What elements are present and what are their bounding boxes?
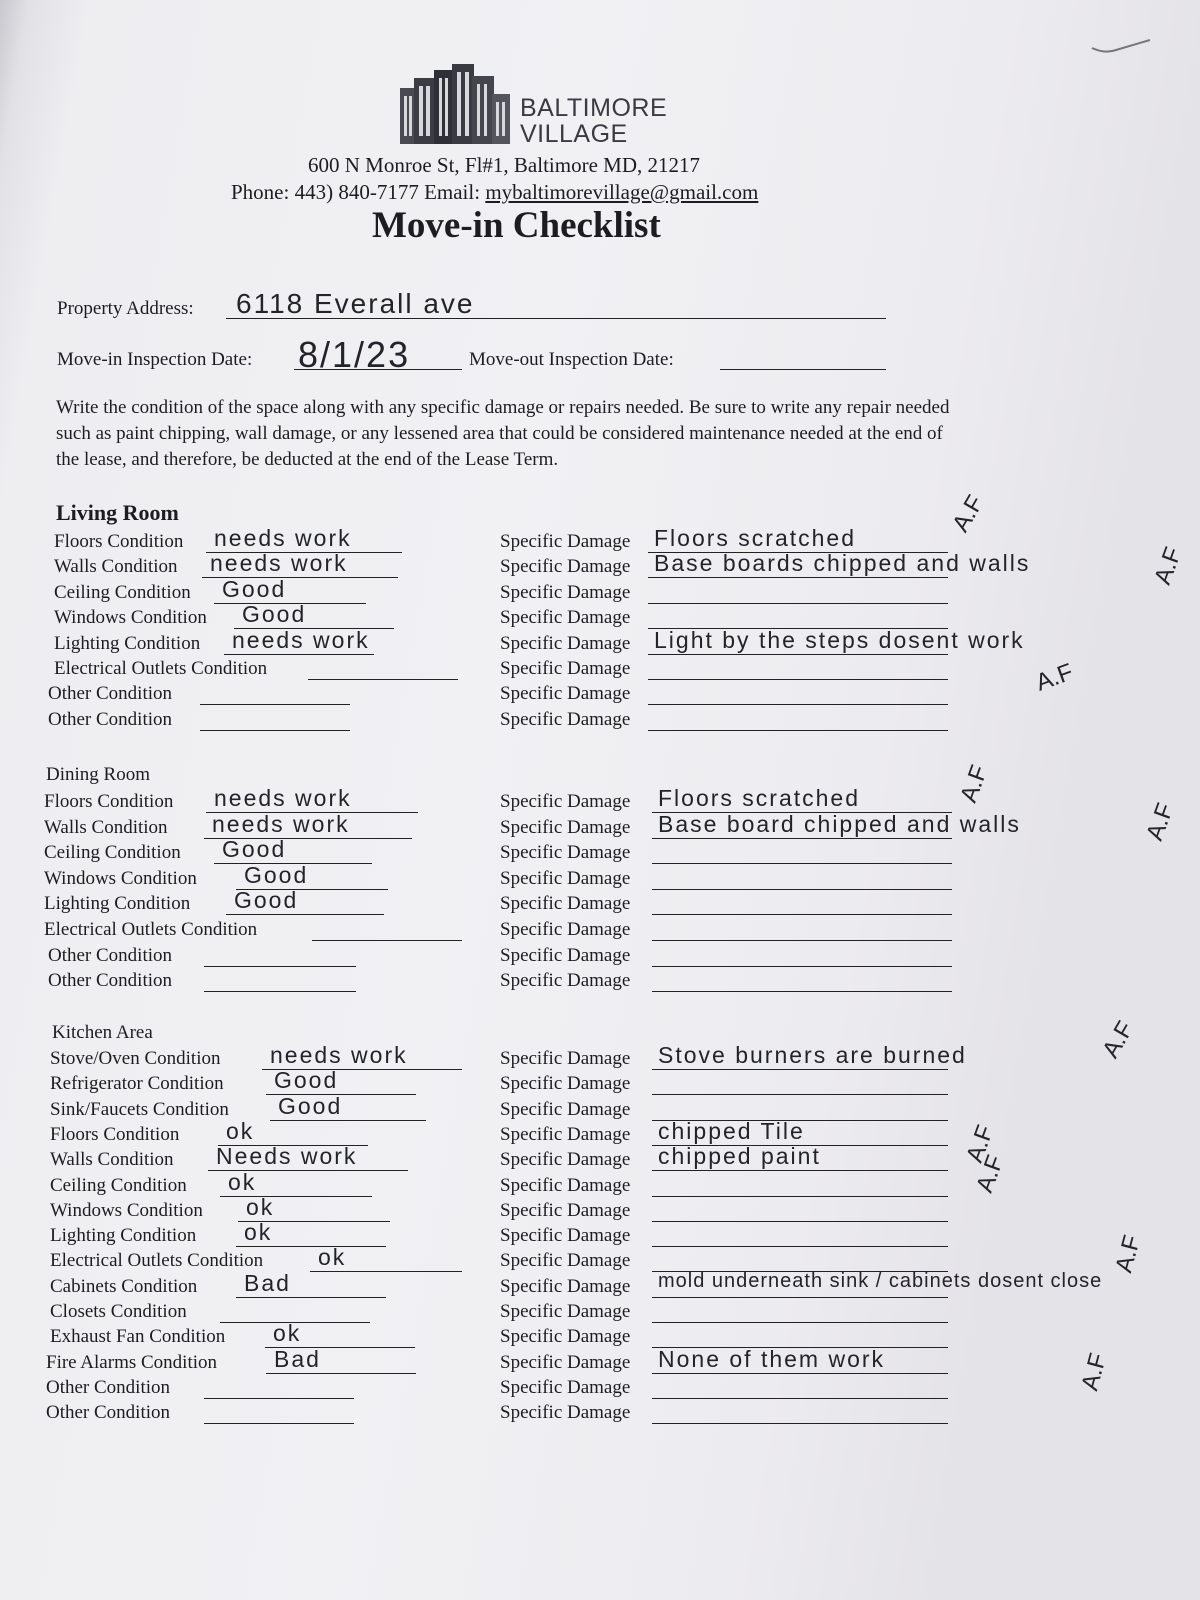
damage-underline [652,966,952,967]
condition-underline [236,1297,386,1298]
damage-underline [648,603,948,604]
specific-damage-label: Specific Damage [500,556,631,578]
specific-damage-label: Specific Damage [500,708,631,730]
condition-label: Cabinets Condition [50,1275,198,1297]
condition-label: Ceiling Condition [44,842,181,864]
specific-damage-label: Specific Damage [500,581,631,603]
condition-value[interactable]: ok [228,1168,257,1195]
damage-underline [652,1196,948,1197]
damage-underline [652,1297,948,1298]
condition-value[interactable]: ok [318,1244,347,1271]
instructions-text: Write the condition of the space along with any specific damage or repairs needed. Be sure to write any repair needed such as paint chipping, wall damage, or any lessened area that could be considered maintenance needed at the end of the lease, and therefore, be deducted at the end of the Lease Term. [56,397,950,470]
checklist-row [0,1193,1200,1225]
condition-value[interactable]: Good [244,861,309,888]
specific-damage-label: Specific Damage [500,1149,631,1171]
condition-underline [270,1120,426,1121]
damage-underline [648,704,948,705]
specific-damage-label: Specific Damage [500,658,631,679]
damage-underline [652,1322,948,1323]
property-address-value[interactable]: 6118 Everall ave [236,288,475,319]
condition-label: Electrical Outlets Condition [44,919,258,940]
specific-damage-value[interactable]: None of them work [658,1345,886,1372]
initials-mark: A.F [1110,1232,1147,1276]
condition-label: Other Condition [46,1376,171,1398]
condition-value[interactable]: Good [242,601,307,628]
brand-name-line2: VILLAGE [520,120,628,148]
specific-damage-value[interactable]: Floors scratched [658,785,861,811]
condition-underline [204,991,356,992]
living-room-title: Living Room [56,500,179,525]
checklist-row [0,626,1200,658]
condition-label: Other Condition [46,1402,171,1424]
condition-value[interactable]: needs work [214,785,352,811]
specific-damage-label: Specific Damage [500,607,631,629]
specific-damage-label: Specific Damage [500,842,631,864]
condition-label: Lighting Condition [50,1225,197,1247]
condition-underline [220,1196,372,1197]
condition-underline [204,966,356,967]
damage-underline [652,1170,948,1171]
movein-date-label: Move-in Inspection Date: [57,349,253,370]
damage-underline [652,1094,948,1095]
condition-value[interactable]: ok [226,1117,255,1144]
specific-damage-value[interactable]: Base board chipped and walls [658,810,1021,837]
check-mark-icon [1090,36,1160,56]
moveout-date-line [720,369,886,370]
condition-value[interactable]: needs work [270,1042,408,1068]
initials-mark: A.F [971,1151,1010,1196]
property-address-label: Property Address: [57,298,194,319]
damage-underline [652,1069,948,1070]
specific-damage-label: Specific Damage [500,816,631,838]
checklist-row [0,658,1200,683]
specific-damage-label: Specific Damage [500,1123,631,1145]
condition-label: Ceiling Condition [54,581,191,603]
condition-underline [308,679,458,680]
damage-underline [652,838,952,839]
specific-damage-label: Specific Damage [500,683,631,705]
movein-date-value[interactable]: 8/1/23 [298,334,411,375]
condition-label: Walls Condition [54,556,178,578]
moveout-date-label: Move-out Inspection Date: [469,349,674,370]
damage-underline [652,1373,948,1374]
checklist-row [0,1345,1200,1377]
checklist-row [0,945,1200,970]
condition-underline [266,1373,416,1374]
damage-underline [652,991,952,992]
specific-damage-value[interactable]: mold underneath sink / cabinets dosent close [658,1269,1103,1292]
page-title: Move-in Checklist [372,205,661,246]
condition-value[interactable]: Good [278,1092,343,1119]
condition-underline [200,730,350,731]
dining-room-title: Dining Room [46,764,150,785]
specific-damage-value[interactable]: Base boards chipped and walls [654,550,1031,577]
checklist-row [0,683,1200,708]
damage-underline [652,1221,948,1222]
specific-damage-label: Specific Damage [500,791,631,812]
damage-underline [652,863,952,864]
condition-label: Walls Condition [44,816,168,838]
initials-mark: A.F [961,1121,1000,1166]
specific-damage-label: Specific Damage [500,1225,631,1247]
initials-mark: A.F [1076,1350,1113,1394]
condition-label: Fire Alarms Condition [46,1351,217,1373]
damage-underline [648,654,948,655]
specific-damage-value[interactable]: chipped Tile [658,1117,805,1144]
checklist-row [0,1042,1200,1073]
email-link[interactable]: mybaltimorevillage@gmail.com [485,180,759,204]
condition-label: Exhaust Fan Condition [50,1326,226,1348]
contact-prefix: Phone: 443) 840-7177 Email: [231,180,486,204]
specific-damage-label: Specific Damage [500,1073,631,1095]
condition-label: Electrical Outlets Condition [50,1250,264,1272]
checklist-row [0,709,1200,734]
condition-underline [312,940,462,941]
condition-label: Floors Condition [54,531,184,552]
checklist-row [0,810,1200,842]
damage-underline [652,1246,948,1247]
checklist-row [0,861,1200,893]
checklist-row [0,919,1200,944]
condition-value[interactable]: needs work [210,550,348,577]
specific-damage-label: Specific Damage [500,919,631,940]
condition-label: Other Condition [48,683,173,705]
checklist-row [0,1301,1200,1326]
initials-mark: A.F [947,490,990,537]
condition-label: Floors Condition [50,1123,180,1145]
checklist-row [0,1092,1200,1124]
specific-damage-value[interactable]: chipped paint [658,1143,821,1170]
specific-damage-label: Specific Damage [500,944,631,966]
damage-underline [652,1398,948,1399]
specific-damage-label: Specific Damage [500,1326,631,1348]
condition-value[interactable]: Good [222,575,287,602]
condition-value[interactable]: Bad [244,1269,291,1296]
condition-value[interactable]: needs work [232,626,370,653]
initials-mark: A.F [1032,658,1077,697]
condition-label: Other Condition [48,708,173,730]
damage-underline [648,679,948,680]
specific-damage-label: Specific Damage [500,531,631,552]
condition-label: Electrical Outlets Condition [54,658,268,679]
checklist-row [0,550,1200,581]
specific-damage-label: Specific Damage [500,1376,631,1398]
condition-value[interactable]: Bad [274,1345,321,1372]
condition-label: Refrigerator Condition [50,1073,224,1095]
condition-value[interactable]: needs work [212,810,350,837]
contact-line [231,180,758,205]
specific-damage-label: Specific Damage [500,1098,631,1120]
specific-damage-value[interactable]: Floors scratched [654,525,857,551]
specific-damage-label: Specific Damage [500,1250,631,1272]
checklist-row [0,1402,1200,1427]
initials-mark: A.F [1149,543,1188,588]
checklist-row [0,836,1200,867]
condition-label: Lighting Condition [54,632,201,654]
specific-damage-label: Specific Damage [500,1275,631,1297]
specific-damage-label: Specific Damage [500,1351,631,1373]
checklist-row [0,1320,1200,1351]
brand-name-line1: BALTIMORE [520,94,668,122]
specific-damage-label: Specific Damage [500,1199,631,1221]
specific-damage-value[interactable]: Stove burners are burned [658,1042,967,1068]
specific-damage-label: Specific Damage [500,632,631,654]
condition-label: Closets Condition [50,1301,187,1322]
condition-value[interactable]: Good [234,887,299,914]
condition-value[interactable]: Needs work [216,1143,358,1170]
damage-underline [652,889,952,890]
kitchen-area-title: Kitchen Area [52,1022,153,1043]
specific-damage-label: Specific Damage [500,1048,631,1069]
damage-underline [652,940,952,941]
office-address: 600 N Monroe St, Fl#1, Baltimore MD, 21217 [308,153,700,177]
condition-value[interactable]: needs work [214,525,352,551]
building-logo-icon [400,64,518,144]
condition-value[interactable]: ok [273,1320,302,1347]
condition-label: Windows Condition [54,607,207,629]
specific-damage-label: Specific Damage [500,1174,631,1196]
condition-label: Stove/Oven Condition [50,1048,221,1069]
specific-damage-label: Specific Damage [500,893,631,915]
checklist-row [0,1117,1200,1149]
condition-underline [204,1398,354,1399]
initials-mark: A.F [955,761,994,806]
condition-label: Ceiling Condition [50,1174,187,1196]
specific-damage-label: Specific Damage [500,970,631,992]
initials-mark: A.F [1097,1016,1140,1063]
condition-underline [310,1271,462,1272]
condition-value[interactable]: Good [274,1067,339,1094]
condition-label: Sink/Faucets Condition [50,1098,229,1120]
condition-value[interactable]: Good [222,836,287,863]
specific-damage-label: Specific Damage [500,1301,631,1322]
damage-underline [652,914,952,915]
condition-underline [200,704,350,705]
specific-damage-label: Specific Damage [500,1402,631,1424]
checklist-row [0,1377,1200,1402]
condition-label: Windows Condition [44,867,197,889]
condition-underline [224,654,374,655]
checklist-row [0,575,1200,607]
specific-damage-label: Specific Damage [500,867,631,889]
specific-damage-value[interactable]: Light by the steps dosent work [654,626,1025,653]
damage-underline [652,1423,948,1424]
checklist-row [0,1067,1200,1098]
checklist-row [0,1219,1200,1250]
condition-label: Windows Condition [50,1199,203,1221]
checklist-row [0,970,1200,995]
condition-value[interactable]: ok [246,1193,275,1220]
condition-value[interactable]: ok [244,1219,273,1246]
damage-underline [648,577,948,578]
condition-underline [226,914,384,915]
condition-underline [204,1423,354,1424]
checklist-row [0,887,1200,918]
condition-underline [236,1246,386,1247]
condition-label: Floors Condition [44,791,174,812]
damage-underline [648,730,948,731]
condition-label: Walls Condition [50,1149,174,1171]
condition-label: Other Condition [48,944,173,966]
checklist-row [0,1269,1200,1301]
condition-label: Other Condition [48,970,173,992]
condition-label: Lighting Condition [44,893,191,915]
initials-mark: A.F [1141,799,1180,844]
